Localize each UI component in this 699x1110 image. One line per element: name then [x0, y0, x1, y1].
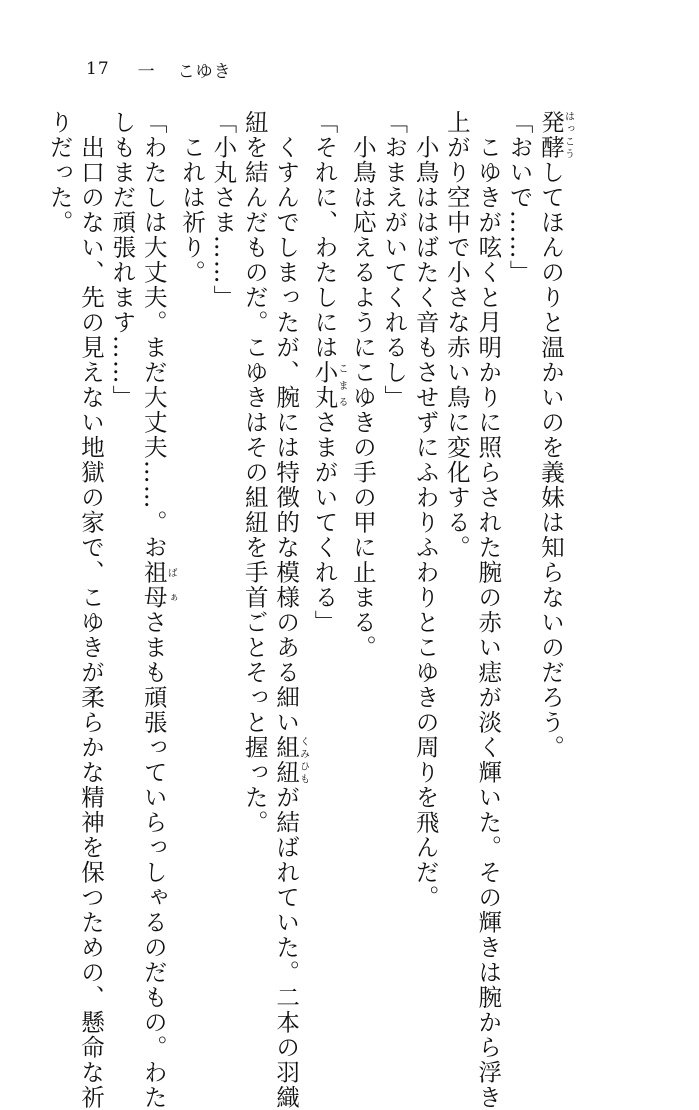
text-line-11: 「小丸さま……」 — [209, 110, 238, 310]
chapter-title: こゆき — [177, 61, 232, 82]
text-line-10: 紐を結んだものだ。こゆきはその組紐を手首ごとそっと握った。 — [240, 110, 269, 835]
ruby-baa: 祖母ばぁ — [139, 560, 177, 610]
page-number: 17 — [86, 59, 110, 79]
body-text — [43, 110, 574, 1110]
ruby-komaru: 小丸こまる — [310, 360, 347, 410]
text-line-12: これは祈り。 — [178, 110, 207, 285]
page-header — [86, 58, 232, 80]
text-line-3: こゆきが呟くと月明かりに照らされた腕の赤い痣が淡く輝いた。その輝きは腕から浮き — [474, 110, 503, 1110]
header-separator: 一 — [137, 61, 156, 82]
text-line-5: 小鳥ははばたく音もさせずにふわりふわりとこゆきの周りを飛んだ。 — [411, 110, 440, 910]
text-line-15: 出口のない、先の見えない地獄の家で、こゆきが柔らかな精神を保つための、懸命な祈 — [76, 110, 105, 1110]
text-line-13: 「わたしは大丈夫。まだ大丈夫……。お祖母ばぁさまも頑張っていらっしゃるのだもの。わた — [139, 110, 177, 1110]
text-line-16: りだった。 — [45, 110, 74, 235]
text-line-2: 「おいで……」 — [505, 110, 534, 285]
text-line-4: 上がり空中で小さな赤い鳥に変化する。 — [442, 110, 471, 560]
text-line-7: 小鳥は応えるようにこゆきの手の甲に止まる。 — [348, 110, 377, 660]
text-line-9: くすんでしまったが、腕には特徴的な模様のある細い組紐くみひもが結ばれていた。二本の羽織 — [272, 110, 309, 1110]
ruby-kumihimo: 組紐くみひも — [272, 735, 309, 785]
text-line-1: 発酵はっこうしてほんのりと温かいのを義妹は知らないのだろう。 — [537, 110, 574, 760]
text-line-6: 「おまえがいてくれるし」 — [380, 110, 409, 410]
ruby-hakkou: 発酵はっこう — [537, 110, 574, 160]
text-line-8: 「それに、わたしには小丸こまるさまがいてくれる」 — [310, 110, 347, 635]
text-line-14: しもまだ頑張れます……」 — [108, 110, 137, 410]
